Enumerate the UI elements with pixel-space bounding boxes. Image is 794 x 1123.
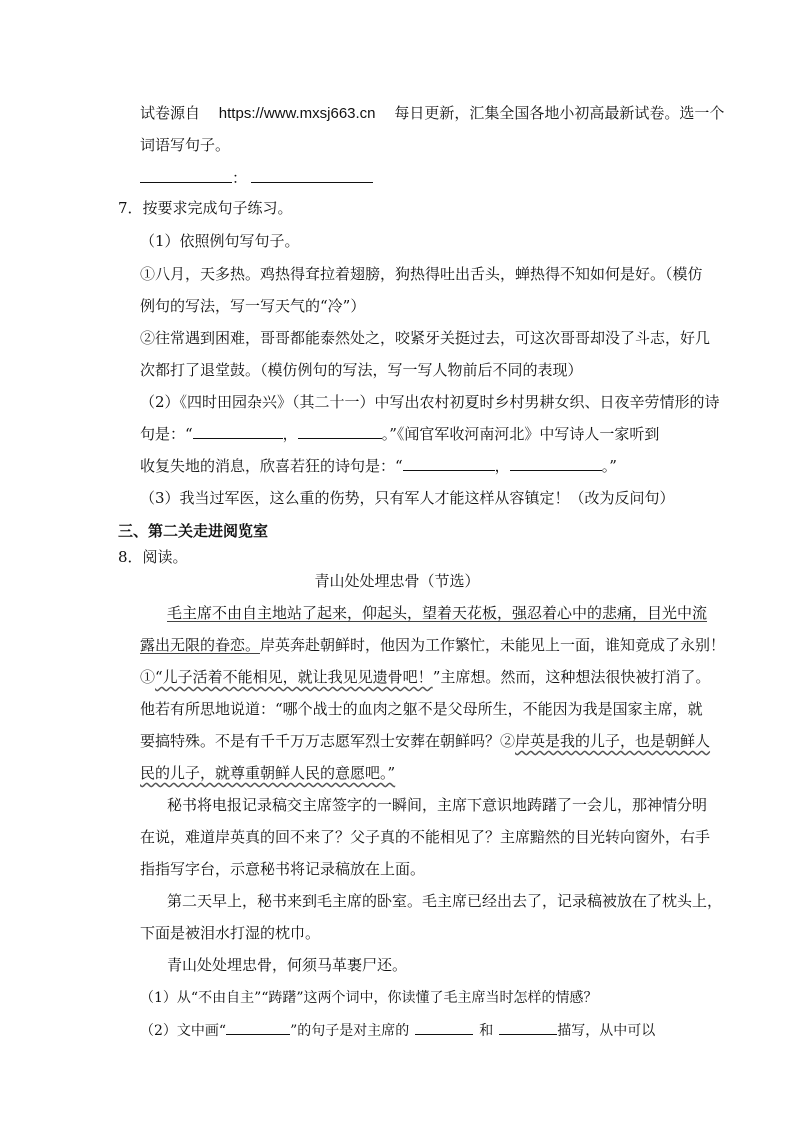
para1-line3-rest: ”主席想。然而，这种想法很快被打消了。 [432, 668, 711, 686]
para2-line1: 秘书将电报记录稿交主席签字的一瞬间，主席下意识地踌躇了一会儿，那神情分明 [167, 796, 708, 814]
passage-title: 青山处处埋忠骨（节选） [314, 572, 480, 590]
marker-2: ② [500, 732, 516, 750]
para1-line6 [140, 763, 395, 783]
para2-line2: 在说，难道岸英真的回不来了？父子真的不能相见了？主席黯然的目光转向窗外，右手 [140, 828, 711, 846]
para1-line4: 他若有所思地说道：“哪个战士的血肉之躯不是父母所生，不能因为我是国家主席，就 [140, 700, 703, 718]
q7-part2-prefix: 句是：“ [140, 425, 193, 443]
description-blank-1[interactable] [415, 1020, 473, 1035]
comma: ， [282, 425, 298, 443]
q7-part2-line3-suffix: 。” [601, 457, 617, 475]
q7-part2-suffix: 。”《闻官军收河南河北》中写诗人一家听到 [381, 425, 660, 443]
q7-part1: （1）依照例句写句子。 [140, 232, 300, 250]
q7-part3: （3）我当过军医，这么重的伤势，只有军人才能这样从容镇定！（改为反问句） [140, 489, 675, 507]
para1-line1 [167, 603, 707, 623]
poem-blank-4[interactable] [510, 456, 602, 471]
para1-line5 [140, 731, 710, 751]
underlined-sentence-end: 露出无限的眷恋。 [140, 636, 261, 654]
para1-line2 [140, 635, 725, 655]
wavy-sentence-2-end: 民的儿子，就尊重朝鲜人民的意愿吧。” [140, 764, 396, 782]
para2-line3: 指指写字台，示意秘书将记录稿放在上面。 [140, 860, 426, 878]
poem-blank-3[interactable] [403, 456, 495, 471]
q8-sub2-and: 和 [479, 1023, 494, 1039]
header-after-url: 每日更新，汇集全国各地小初高最新试卷。选一个 [394, 104, 725, 122]
para1-line5-text: 要搞特殊。不是有千千万万志愿军烈士安葬在朝鲜吗？ [140, 732, 501, 750]
wavy-sentence-2: 岸英是我的儿子，也是朝鲜人 [515, 732, 711, 750]
para1-line3 [140, 667, 710, 687]
header-source-label: 试卷源自 [140, 104, 201, 122]
answer-blank-line [140, 168, 373, 188]
description-blank-2[interactable] [499, 1020, 557, 1035]
poem-blank-1[interactable] [193, 424, 283, 439]
wavy-sentence-1: “儿子活着不能相见，就让我见见遗骨吧！ [155, 668, 433, 686]
q7-part2-line3 [140, 456, 617, 476]
q8-sub2-suffix: 描写，从中可以 [557, 1023, 656, 1039]
q8-sub1: （1）从“不由自主”“踌躇”这两个词中，你读懂了毛主席当时怎样的情感？ [140, 990, 598, 1006]
comma: ， [494, 457, 510, 475]
header-source-line [140, 103, 724, 124]
answer-blank-word[interactable] [140, 168, 232, 183]
q7-part2-line3-prefix: 收复失地的消息，欣喜若狂的诗句是：“ [140, 457, 403, 475]
source-url: https://www.mxsj663.cn [218, 105, 376, 122]
q7-item1-line1: ①八月，天多热。鸡热得耷拉着翅膀，狗热得吐出舌头，蝉热得不知如何是好。（模仿 [140, 265, 703, 283]
section-3-heading: 三、第二关走进阅览室 [118, 522, 269, 540]
line-style-blank[interactable] [226, 1020, 290, 1035]
q8-sub2-prefix: （2）文中画“ [140, 1023, 227, 1039]
colon: ： [232, 169, 248, 187]
q7-item2-line1: ②往常遇到困难，哥哥都能泰然处之，咬紧牙关挺过去，可这次哥哥却没了斗志，好几 [140, 329, 711, 347]
para4: 青山处处埋忠骨，何须马革裹尸还。 [167, 956, 408, 974]
q7-part2-line2 [140, 424, 659, 444]
q8-sub2 [140, 1020, 655, 1041]
header-line2: 词语写句子。 [140, 136, 231, 154]
q7-part2-line1: （2）《四时田园杂兴》（其二十一）中写出农村初夏时乡村男耕女织、日夜辛劳情形的诗 [140, 393, 720, 411]
q7-item2-line2: 次都打了退堂鼓。（模仿例句的写法，写一写人物前后不同的表现） [140, 361, 583, 379]
para3-line1: 第二天早上，秘书来到毛主席的卧室。毛主席已经出去了，记录稿被放在了枕头上， [167, 892, 723, 910]
underlined-sentence: 毛主席不由自主地站了起来，仰起头，望着天花板，强忍着心中的悲痛，目光中流 [167, 604, 708, 622]
answer-blank-sentence[interactable] [251, 168, 373, 183]
q7-title: 7．按要求完成句子练习。 [118, 199, 293, 217]
marker-1: ① [140, 668, 156, 686]
para3-line2: 下面是被泪水打湿的枕巾。 [140, 924, 321, 942]
q8-title: 8．阅读。 [118, 548, 188, 566]
para1-line2-rest: 岸英奔赴朝鲜时，他因为工作繁忙，未能见上一面，谁知竟成了永别！ [260, 636, 726, 654]
poem-blank-2[interactable] [298, 424, 382, 439]
q8-sub2-mid1: ”的句子是对主席的 [290, 1023, 410, 1039]
q7-item1-line2: 例句的写法，写一写天气的“冷”） [140, 297, 366, 315]
